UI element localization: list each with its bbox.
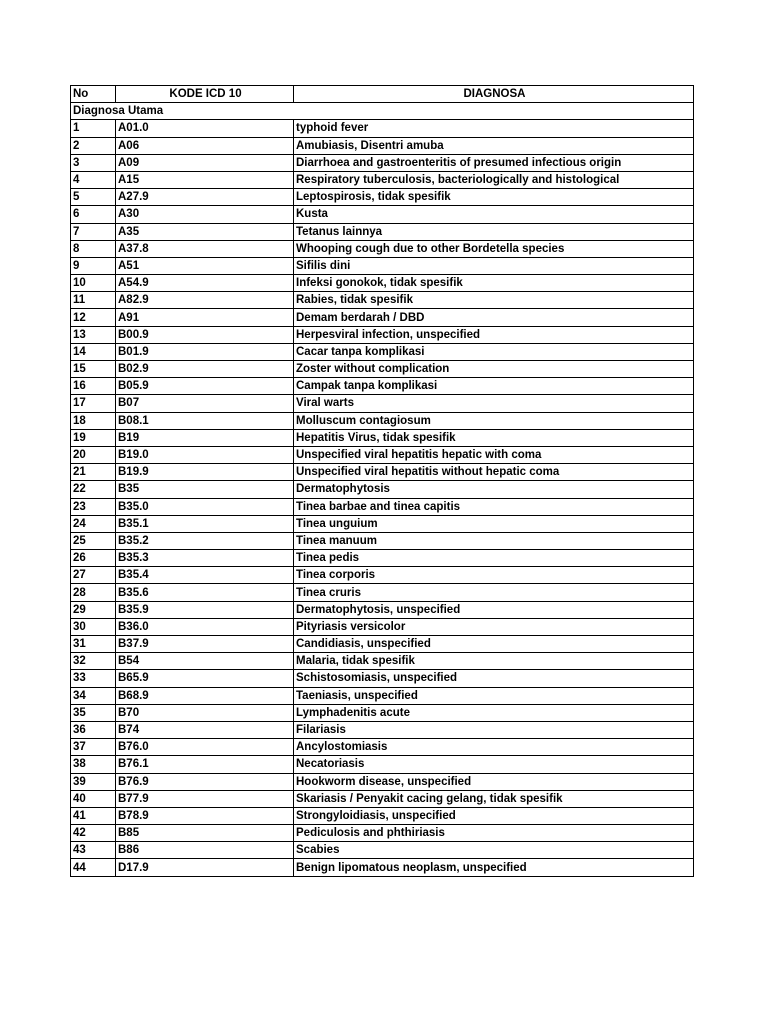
table-row	[71, 687, 694, 704]
table-row	[71, 636, 694, 653]
diagnosis-cell: Taeniasis, unspecified	[294, 687, 694, 704]
diagnosis-cell: Molluscum contagiosum	[294, 412, 694, 429]
icd-code-cell: A15	[116, 171, 294, 188]
diagnosis-cell: Schistosomiasis, unspecified	[294, 670, 694, 687]
header-no: No	[71, 86, 116, 103]
header-diagnosis: DIAGNOSA	[294, 86, 694, 103]
row-number-cell: 6	[71, 206, 116, 223]
icd-code-cell: B77.9	[116, 790, 294, 807]
row-number-cell: 33	[71, 670, 116, 687]
icd-code-cell: B02.9	[116, 361, 294, 378]
icd-code-cell: B65.9	[116, 670, 294, 687]
section-title: Diagnosa Utama	[71, 103, 694, 120]
diagnosis-cell: Respiratory tuberculosis, bacteriologically and histological	[294, 171, 694, 188]
table-row	[71, 464, 694, 481]
icd-code-cell: B76.1	[116, 756, 294, 773]
diagnosis-cell: Tinea pedis	[294, 550, 694, 567]
row-number-cell: 37	[71, 739, 116, 756]
row-number-cell: 2	[71, 137, 116, 154]
icd-code-cell: A91	[116, 309, 294, 326]
table-row	[71, 515, 694, 532]
row-number-cell: 44	[71, 859, 116, 876]
row-number-cell: 25	[71, 532, 116, 549]
diagnosis-cell: Dermatophytosis	[294, 481, 694, 498]
diagnosis-cell: Unspecified viral hepatitis without hepatic coma	[294, 464, 694, 481]
table-row	[71, 756, 694, 773]
diagnosis-cell: Pityriasis versicolor	[294, 618, 694, 635]
icd-code-cell: B19.0	[116, 446, 294, 463]
document-page	[70, 85, 693, 877]
table-row	[71, 171, 694, 188]
diagnosis-cell: Unspecified viral hepatitis hepatic with coma	[294, 446, 694, 463]
icd-code-cell: B76.9	[116, 773, 294, 790]
row-number-cell: 35	[71, 704, 116, 721]
diagnosis-cell: Zoster without complication	[294, 361, 694, 378]
table-row	[71, 275, 694, 292]
icd-code-cell: B00.9	[116, 326, 294, 343]
icd-code-cell: B78.9	[116, 807, 294, 824]
diagnosis-cell: Rabies, tidak spesifik	[294, 292, 694, 309]
icd-code-cell: B07	[116, 395, 294, 412]
row-number-cell: 29	[71, 601, 116, 618]
diagnosis-cell: Strongyloidiasis, unspecified	[294, 807, 694, 824]
icd-code-cell: B35.9	[116, 601, 294, 618]
row-number-cell: 28	[71, 584, 116, 601]
icd-code-cell: B19.9	[116, 464, 294, 481]
table-row	[71, 721, 694, 738]
row-number-cell: 26	[71, 550, 116, 567]
table-row	[71, 292, 694, 309]
row-number-cell: 21	[71, 464, 116, 481]
table-row	[71, 498, 694, 515]
row-number-cell: 13	[71, 326, 116, 343]
row-number-cell: 12	[71, 309, 116, 326]
row-number-cell: 7	[71, 223, 116, 240]
row-number-cell: 14	[71, 343, 116, 360]
diagnosis-cell: Amubiasis, Disentri amuba	[294, 137, 694, 154]
table-row	[71, 807, 694, 824]
table-row	[71, 257, 694, 274]
table-row	[71, 240, 694, 257]
diagnosis-cell: Dermatophytosis, unspecified	[294, 601, 694, 618]
table-row	[71, 378, 694, 395]
table-row	[71, 653, 694, 670]
icd-code-cell: A54.9	[116, 275, 294, 292]
row-number-cell: 23	[71, 498, 116, 515]
diagnosis-cell: Scabies	[294, 842, 694, 859]
diagnosis-cell: Candidiasis, unspecified	[294, 636, 694, 653]
table-row	[71, 704, 694, 721]
row-number-cell: 42	[71, 825, 116, 842]
icd-code-cell: B01.9	[116, 343, 294, 360]
table-row	[71, 154, 694, 171]
table-row	[71, 790, 694, 807]
icd-code-cell: B35.2	[116, 532, 294, 549]
table-row	[71, 584, 694, 601]
row-number-cell: 38	[71, 756, 116, 773]
diagnosis-cell: Tetanus lainnya	[294, 223, 694, 240]
row-number-cell: 9	[71, 257, 116, 274]
row-number-cell: 18	[71, 412, 116, 429]
row-number-cell: 30	[71, 618, 116, 635]
icd-code-cell: B35.1	[116, 515, 294, 532]
table-row	[71, 618, 694, 635]
table-row	[71, 395, 694, 412]
icd-code-cell: B70	[116, 704, 294, 721]
row-number-cell: 19	[71, 429, 116, 446]
row-number-cell: 24	[71, 515, 116, 532]
diagnosis-cell: Whooping cough due to other Bordetella species	[294, 240, 694, 257]
row-number-cell: 10	[71, 275, 116, 292]
header-icd-code: KODE ICD 10	[116, 86, 294, 103]
table-row	[71, 859, 694, 876]
diagnosis-cell: Filariasis	[294, 721, 694, 738]
row-number-cell: 34	[71, 687, 116, 704]
row-number-cell: 20	[71, 446, 116, 463]
diagnosis-cell: Herpesviral infection, unspecified	[294, 326, 694, 343]
diagnosis-cell: Tinea corporis	[294, 567, 694, 584]
diagnosis-cell: Lymphadenitis acute	[294, 704, 694, 721]
icd-code-cell: B74	[116, 721, 294, 738]
table-row	[71, 361, 694, 378]
diagnosis-cell: Necatoriasis	[294, 756, 694, 773]
diagnosis-cell: Hookworm disease, unspecified	[294, 773, 694, 790]
icd-code-cell: A01.0	[116, 120, 294, 137]
table-row	[71, 343, 694, 360]
diagnosis-cell: Hepatitis Virus, tidak spesifik	[294, 429, 694, 446]
row-number-cell: 15	[71, 361, 116, 378]
table-row	[71, 550, 694, 567]
icd-code-cell: B35.0	[116, 498, 294, 515]
table-row	[71, 326, 694, 343]
diagnosis-cell: Diarrhoea and gastroenteritis of presumed infectious origin	[294, 154, 694, 171]
icd-code-cell: A27.9	[116, 189, 294, 206]
icd-code-cell: B19	[116, 429, 294, 446]
row-number-cell: 43	[71, 842, 116, 859]
row-number-cell: 32	[71, 653, 116, 670]
table-row	[71, 739, 694, 756]
icd-code-cell: B05.9	[116, 378, 294, 395]
row-number-cell: 41	[71, 807, 116, 824]
icd-code-cell: A51	[116, 257, 294, 274]
row-number-cell: 40	[71, 790, 116, 807]
row-number-cell: 31	[71, 636, 116, 653]
icd-code-cell: B86	[116, 842, 294, 859]
icd-code-cell: B85	[116, 825, 294, 842]
diagnosis-cell: Tinea unguium	[294, 515, 694, 532]
diagnosis-cell: Pediculosis and phthiriasis	[294, 825, 694, 842]
icd-code-cell: A30	[116, 206, 294, 223]
diagnosis-cell: Tinea barbae and tinea capitis	[294, 498, 694, 515]
icd-code-cell: B68.9	[116, 687, 294, 704]
row-number-cell: 17	[71, 395, 116, 412]
table-row	[71, 601, 694, 618]
table-row	[71, 670, 694, 687]
icd-code-cell: B76.0	[116, 739, 294, 756]
diagnosis-cell: Skariasis / Penyakit cacing gelang, tidak spesifik	[294, 790, 694, 807]
row-number-cell: 22	[71, 481, 116, 498]
diagnosis-cell: Malaria, tidak spesifik	[294, 653, 694, 670]
table-row	[71, 206, 694, 223]
diagnosis-cell: Benign lipomatous neoplasm, unspecified	[294, 859, 694, 876]
icd-code-cell: B35.6	[116, 584, 294, 601]
table-row	[71, 429, 694, 446]
table-row	[71, 309, 694, 326]
icd-code-cell: A37.8	[116, 240, 294, 257]
row-number-cell: 36	[71, 721, 116, 738]
diagnosis-cell: Infeksi gonokok, tidak spesifik	[294, 275, 694, 292]
icd-code-cell: A06	[116, 137, 294, 154]
icd-code-cell: B08.1	[116, 412, 294, 429]
table-header-row	[71, 86, 694, 103]
diagnosis-cell: Tinea manuum	[294, 532, 694, 549]
table-row	[71, 189, 694, 206]
row-number-cell: 3	[71, 154, 116, 171]
diagnosis-cell: typhoid fever	[294, 120, 694, 137]
diagnosis-cell: Tinea cruris	[294, 584, 694, 601]
icd-code-cell: B35.4	[116, 567, 294, 584]
table-row	[71, 137, 694, 154]
table-row	[71, 567, 694, 584]
icd-code-cell: B37.9	[116, 636, 294, 653]
diagnosis-cell: Cacar tanpa komplikasi	[294, 343, 694, 360]
row-number-cell: 8	[71, 240, 116, 257]
diagnosis-cell: Viral warts	[294, 395, 694, 412]
table-row	[71, 223, 694, 240]
icd-code-cell: B35.3	[116, 550, 294, 567]
icd-code-cell: A82.9	[116, 292, 294, 309]
row-number-cell: 16	[71, 378, 116, 395]
icd-code-cell: D17.9	[116, 859, 294, 876]
diagnosis-cell: Ancylostomiasis	[294, 739, 694, 756]
table-row	[71, 773, 694, 790]
table-row	[71, 532, 694, 549]
row-number-cell: 11	[71, 292, 116, 309]
row-number-cell: 5	[71, 189, 116, 206]
diagnosis-cell: Kusta	[294, 206, 694, 223]
table-row	[71, 825, 694, 842]
diagnosis-cell: Campak tanpa komplikasi	[294, 378, 694, 395]
table-row	[71, 446, 694, 463]
row-number-cell: 1	[71, 120, 116, 137]
section-row	[71, 103, 694, 120]
icd-diagnosis-table	[70, 85, 694, 877]
table-row	[71, 412, 694, 429]
row-number-cell: 39	[71, 773, 116, 790]
row-number-cell: 27	[71, 567, 116, 584]
icd-code-cell: B54	[116, 653, 294, 670]
table-body	[71, 103, 694, 876]
icd-code-cell: A35	[116, 223, 294, 240]
icd-code-cell: B35	[116, 481, 294, 498]
table-row	[71, 120, 694, 137]
diagnosis-cell: Demam berdarah / DBD	[294, 309, 694, 326]
table-row	[71, 481, 694, 498]
table-row	[71, 842, 694, 859]
icd-code-cell: A09	[116, 154, 294, 171]
diagnosis-cell: Sifilis dini	[294, 257, 694, 274]
row-number-cell: 4	[71, 171, 116, 188]
icd-code-cell: B36.0	[116, 618, 294, 635]
diagnosis-cell: Leptospirosis, tidak spesifik	[294, 189, 694, 206]
